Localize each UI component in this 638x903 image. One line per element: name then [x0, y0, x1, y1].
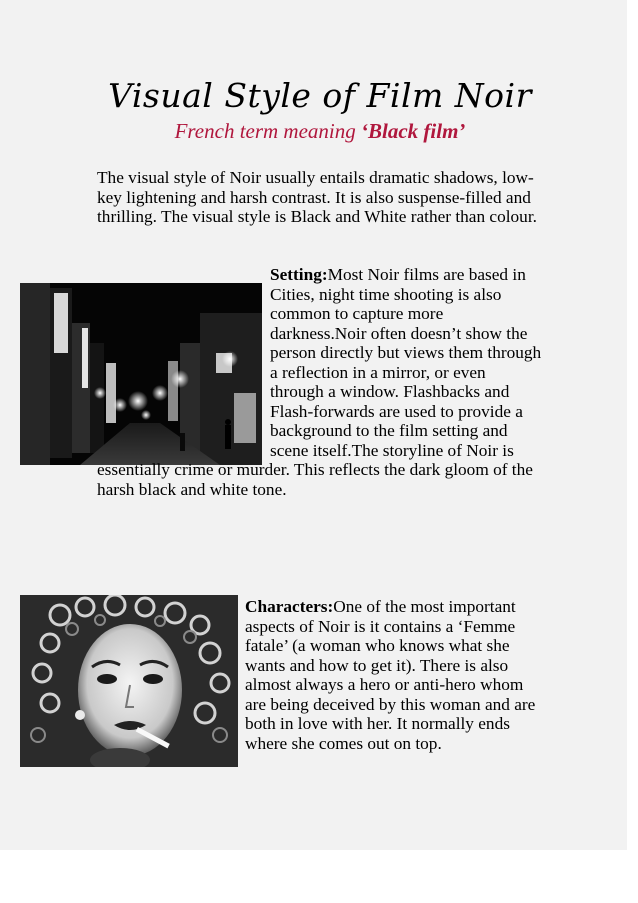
characters-label: Characters:: [245, 597, 334, 616]
setting-label: Setting:: [270, 265, 328, 284]
page-title: Visual Style of Film Noir: [108, 76, 532, 115]
subtitle-emphasis: ‘Black film’: [361, 119, 466, 143]
page-subtitle: [0, 118, 638, 144]
characters-text: One of the most important aspects of Noir is it contains a ‘Femme fatale’ (a woman who knows what she wants and how to get it). There is also almost always a hero or anti-hero whom are being deceived by this woman and are both in love with her. It normally ends where she comes out on top.: [245, 597, 536, 753]
characters-section: [97, 597, 542, 787]
setting-section: [97, 265, 542, 499]
setting-text: Most Noir films are based in Cities, night time shooting is also common to capture more darkness.Noir often doesn’t show the person directly but views them through a reflection in a mirror, or even through a window. Flashbacks and Flash-forwards are used to provide a background to the film setting and scene itself.The storyline of Noir is essentially crime or murder. This reflects the dark gloom of the harsh black and white tone.: [97, 265, 542, 499]
image-spacer: [97, 597, 245, 787]
intro-paragraph: The visual style of Noir usually entails dramatic shadows, low-key lightening and harsh contrast. It is also suspense-filled and thrilling. The visual style is Black and White rather than colour.: [97, 168, 537, 226]
subtitle-prefix: French term meaning: [174, 119, 362, 143]
image-spacer: [97, 265, 270, 457]
